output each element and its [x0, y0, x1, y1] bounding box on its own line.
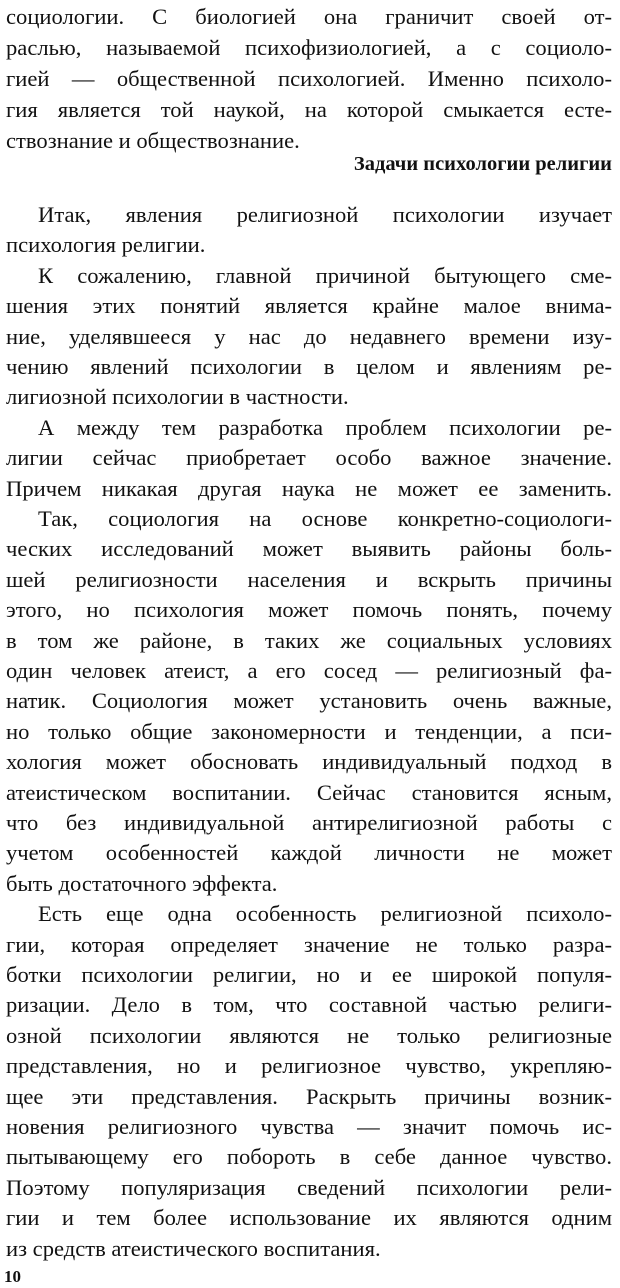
text-line: гией — общественной психологией. Именно психоло- [6, 66, 612, 91]
text-line: Причем никакая другая наука не может ее заменить. [6, 475, 612, 501]
text-line: шения этих понятий является крайне малое внима- [6, 293, 612, 319]
text-line: ризации. Дело в том, что составной частью религи- [6, 992, 612, 1018]
text-line: лигии сейчас приобретает особо важное значение. [6, 445, 612, 471]
text-line: один человек атеист, а его сосед — религиозный фа- [6, 658, 612, 683]
text-line: ние, уделявшееся у нас до недавнего времени изу- [6, 323, 612, 349]
text-line: пытывающему его побороть в себе данное чувство. [6, 1144, 612, 1170]
text-line: натик. Социология может установить очень важные, [6, 688, 612, 714]
text-line: гия является той наукой, на которой смыкается есте- [6, 97, 612, 122]
text-line: атеистическом воспитании. Сейчас становится ясным, [6, 779, 612, 805]
text-line: учетом особенностей каждой личности не может [6, 840, 612, 866]
text-line: гии и тем более использование их являются одним [6, 1205, 612, 1231]
text-line: гии, которая определяет значение не только разра- [6, 931, 612, 957]
text-line: в том же районе, в таких же социальных условиях [6, 627, 612, 653]
text-line: лигиозной психологии в частности. [6, 384, 349, 410]
text-line: ствознание и обществознание. [6, 128, 300, 153]
text-line: озной психологии являются не только религиозные [6, 1022, 612, 1048]
text-line: чению явлений психологии в целом и явлениям ре- [6, 354, 612, 379]
text-line: ботки психологии религии, но и ее широкой популя- [6, 962, 612, 987]
text-line: представления, но и религиозное чувство, укрепляю- [6, 1053, 612, 1079]
text-line: новения религиозного чувства — значит помочь ис- [6, 1114, 612, 1139]
text-line: шей религиозности населения и вскрыть причины [6, 566, 612, 592]
text-line: щее эти представления. Раскрыть причины возник- [6, 1083, 612, 1109]
text-line: ческих исследований может выявить районы боль- [6, 536, 612, 562]
text-line: этого, но психология может помочь понять, почему [6, 597, 612, 623]
page-number: 10 [4, 1267, 21, 1286]
text-line: из средств атеистического воспитания. [6, 1235, 381, 1261]
text-line: Поэтому популяризация сведений психологии рели- [6, 1174, 612, 1200]
text-line: что без индивидуальной антирелигиозной работы с [6, 810, 612, 835]
text-line: Итак, явления религиозной психологии изучает [38, 202, 612, 227]
text-line: хология может обосновать индивидуальный подход в [6, 749, 612, 775]
text-line: психология религии. [6, 232, 206, 258]
text-line: Есть еще одна особенность религиозной психоло- [38, 901, 612, 927]
text-line: социологии. С биологией она граничит своей от- [6, 4, 612, 29]
text-line: быть достаточного эффекта. [6, 870, 278, 896]
text-line: А между тем разработка проблем психологии ре- [38, 414, 612, 440]
text-line: раслью, называемой психофизиологией, а с социоло- [6, 35, 612, 60]
text-line: К сожалению, главной причиной бытующего сме- [38, 262, 612, 288]
section-heading: Задачи психологии религии [353, 153, 612, 175]
text-line: но только общие закономерности и тенденции, а пси- [6, 718, 612, 744]
text-line: Так, социология на основе конкретно-социологи- [38, 506, 612, 531]
